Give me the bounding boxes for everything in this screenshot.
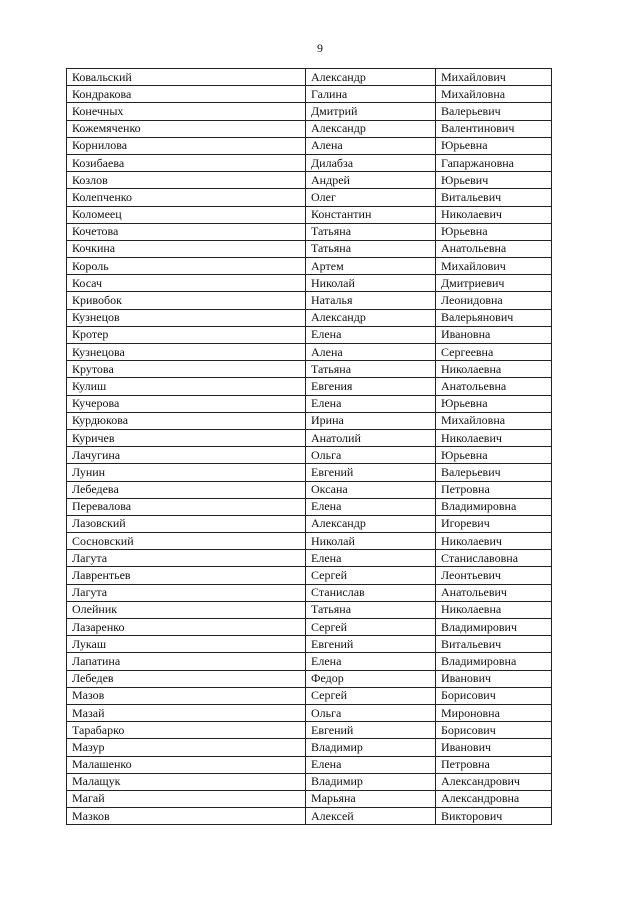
patronymic-cell: Станиславовна bbox=[436, 550, 552, 567]
patronymic-cell: Леонидовна bbox=[436, 292, 552, 309]
surname-cell: Олейник bbox=[67, 601, 306, 618]
first-name-cell: Артем bbox=[306, 258, 436, 275]
first-name-cell: Ольга bbox=[306, 447, 436, 464]
patronymic-cell: Витальевич bbox=[436, 189, 552, 206]
surname-cell: Лукаш bbox=[67, 636, 306, 653]
patronymic-cell: Николаевна bbox=[436, 601, 552, 618]
patronymic-cell: Юрьевна bbox=[436, 137, 552, 154]
first-name-cell: Александр bbox=[306, 69, 436, 86]
table-row bbox=[67, 326, 552, 343]
surname-cell: Коломеец bbox=[67, 206, 306, 223]
table-row bbox=[67, 154, 552, 171]
surname-cell: Кондракова bbox=[67, 86, 306, 103]
patronymic-cell: Юрьевич bbox=[436, 172, 552, 189]
surname-cell: Кучерова bbox=[67, 395, 306, 412]
table-row bbox=[67, 258, 552, 275]
first-name-cell: Галина bbox=[306, 86, 436, 103]
patronymic-cell: Ивановна bbox=[436, 326, 552, 343]
table-row bbox=[67, 773, 552, 790]
first-name-cell: Евгений bbox=[306, 636, 436, 653]
first-name-cell: Татьяна bbox=[306, 240, 436, 257]
names-table bbox=[66, 68, 552, 825]
patronymic-cell: Валерьянович bbox=[436, 309, 552, 326]
surname-cell: Король bbox=[67, 258, 306, 275]
table-row bbox=[67, 481, 552, 498]
first-name-cell: Евгений bbox=[306, 464, 436, 481]
table-row bbox=[67, 309, 552, 326]
names-table-body bbox=[67, 69, 552, 825]
table-row bbox=[67, 103, 552, 120]
surname-cell: Перевалова bbox=[67, 498, 306, 515]
table-row bbox=[67, 206, 552, 223]
surname-cell: Лагута bbox=[67, 550, 306, 567]
surname-cell: Лебедев bbox=[67, 670, 306, 687]
table-row bbox=[67, 584, 552, 601]
table-row bbox=[67, 670, 552, 687]
table-row bbox=[67, 636, 552, 653]
table-row bbox=[67, 189, 552, 206]
patronymic-cell: Николаевич bbox=[436, 533, 552, 550]
first-name-cell: Федор bbox=[306, 670, 436, 687]
first-name-cell: Марьяна bbox=[306, 790, 436, 807]
surname-cell: Лагута bbox=[67, 584, 306, 601]
surname-cell: Лапатина bbox=[67, 653, 306, 670]
patronymic-cell: Анатольевич bbox=[436, 584, 552, 601]
first-name-cell: Олег bbox=[306, 189, 436, 206]
patronymic-cell: Иванович bbox=[436, 739, 552, 756]
first-name-cell: Наталья bbox=[306, 292, 436, 309]
surname-cell: Куричев bbox=[67, 429, 306, 446]
surname-cell: Лазовский bbox=[67, 515, 306, 532]
surname-cell: Магай bbox=[67, 790, 306, 807]
table-row bbox=[67, 86, 552, 103]
first-name-cell: Станислав bbox=[306, 584, 436, 601]
patronymic-cell: Михайловна bbox=[436, 86, 552, 103]
surname-cell: Ковальский bbox=[67, 69, 306, 86]
patronymic-cell: Юрьевна bbox=[436, 447, 552, 464]
table-row bbox=[67, 790, 552, 807]
first-name-cell: Сергей bbox=[306, 687, 436, 704]
table-row bbox=[67, 69, 552, 86]
patronymic-cell: Михайлович bbox=[436, 69, 552, 86]
patronymic-cell: Владимировна bbox=[436, 498, 552, 515]
patronymic-cell: Анатольевна bbox=[436, 240, 552, 257]
patronymic-cell: Сергеевна bbox=[436, 344, 552, 361]
surname-cell: Косач bbox=[67, 275, 306, 292]
surname-cell: Лазаренко bbox=[67, 619, 306, 636]
first-name-cell: Елена bbox=[306, 756, 436, 773]
first-name-cell: Николай bbox=[306, 533, 436, 550]
surname-cell: Мазай bbox=[67, 704, 306, 721]
first-name-cell: Алексей bbox=[306, 808, 436, 825]
first-name-cell: Анатолий bbox=[306, 429, 436, 446]
table-row bbox=[67, 361, 552, 378]
first-name-cell: Елена bbox=[306, 550, 436, 567]
table-row bbox=[67, 395, 552, 412]
table-row bbox=[67, 412, 552, 429]
patronymic-cell: Михайлович bbox=[436, 258, 552, 275]
surname-cell: Мазур bbox=[67, 739, 306, 756]
patronymic-cell: Николаевич bbox=[436, 206, 552, 223]
table-row bbox=[67, 722, 552, 739]
table-row bbox=[67, 567, 552, 584]
surname-cell: Козибаева bbox=[67, 154, 306, 171]
first-name-cell: Елена bbox=[306, 498, 436, 515]
patronymic-cell: Витальевич bbox=[436, 636, 552, 653]
table-row bbox=[67, 601, 552, 618]
surname-cell: Лаврентьев bbox=[67, 567, 306, 584]
patronymic-cell: Николаевна bbox=[436, 361, 552, 378]
surname-cell: Сосновский bbox=[67, 533, 306, 550]
patronymic-cell: Юрьевна bbox=[436, 395, 552, 412]
table-row bbox=[67, 378, 552, 395]
first-name-cell: Сергей bbox=[306, 619, 436, 636]
surname-cell: Кузнецова bbox=[67, 344, 306, 361]
first-name-cell: Николай bbox=[306, 275, 436, 292]
table-row bbox=[67, 275, 552, 292]
surname-cell: Кожемяченко bbox=[67, 120, 306, 137]
first-name-cell: Ирина bbox=[306, 412, 436, 429]
table-row bbox=[67, 808, 552, 825]
surname-cell: Тарабарко bbox=[67, 722, 306, 739]
table-row bbox=[67, 429, 552, 446]
table-row bbox=[67, 619, 552, 636]
first-name-cell: Татьяна bbox=[306, 223, 436, 240]
patronymic-cell: Гапаржановна bbox=[436, 154, 552, 171]
surname-cell: Малащук bbox=[67, 773, 306, 790]
table-row bbox=[67, 498, 552, 515]
surname-cell: Конечных bbox=[67, 103, 306, 120]
table-row bbox=[67, 653, 552, 670]
surname-cell: Лачугина bbox=[67, 447, 306, 464]
patronymic-cell: Иванович bbox=[436, 670, 552, 687]
first-name-cell: Евгений bbox=[306, 722, 436, 739]
first-name-cell: Андрей bbox=[306, 172, 436, 189]
first-name-cell: Константин bbox=[306, 206, 436, 223]
patronymic-cell: Владимировна bbox=[436, 653, 552, 670]
surname-cell: Лунин bbox=[67, 464, 306, 481]
patronymic-cell: Дмитриевич bbox=[436, 275, 552, 292]
surname-cell: Колепченко bbox=[67, 189, 306, 206]
table-row bbox=[67, 240, 552, 257]
surname-cell: Козлов bbox=[67, 172, 306, 189]
first-name-cell: Ольга bbox=[306, 704, 436, 721]
table-row bbox=[67, 120, 552, 137]
first-name-cell: Татьяна bbox=[306, 601, 436, 618]
first-name-cell: Дилабза bbox=[306, 154, 436, 171]
surname-cell: Мазов bbox=[67, 687, 306, 704]
patronymic-cell: Александровна bbox=[436, 790, 552, 807]
patronymic-cell: Борисович bbox=[436, 687, 552, 704]
patronymic-cell: Мироновна bbox=[436, 704, 552, 721]
patronymic-cell: Викторович bbox=[436, 808, 552, 825]
table-row bbox=[67, 223, 552, 240]
surname-cell: Лебедева bbox=[67, 481, 306, 498]
patronymic-cell: Борисович bbox=[436, 722, 552, 739]
surname-cell: Курдюкова bbox=[67, 412, 306, 429]
table-row bbox=[67, 515, 552, 532]
first-name-cell: Алена bbox=[306, 137, 436, 154]
surname-cell: Корнилова bbox=[67, 137, 306, 154]
patronymic-cell: Леонтьевич bbox=[436, 567, 552, 584]
table-row bbox=[67, 292, 552, 309]
page-number: 9 bbox=[317, 41, 323, 55]
patronymic-cell: Валентинович bbox=[436, 120, 552, 137]
first-name-cell: Елена bbox=[306, 326, 436, 343]
first-name-cell: Владимир bbox=[306, 773, 436, 790]
table-row bbox=[67, 464, 552, 481]
patronymic-cell: Николаевич bbox=[436, 429, 552, 446]
table-row bbox=[67, 447, 552, 464]
surname-cell: Кочетова bbox=[67, 223, 306, 240]
patronymic-cell: Игоревич bbox=[436, 515, 552, 532]
surname-cell: Мазков bbox=[67, 808, 306, 825]
first-name-cell: Елена bbox=[306, 395, 436, 412]
surname-cell: Крутова bbox=[67, 361, 306, 378]
surname-cell: Кривобок bbox=[67, 292, 306, 309]
patronymic-cell: Валерьевич bbox=[436, 103, 552, 120]
table-row bbox=[67, 172, 552, 189]
first-name-cell: Елена bbox=[306, 653, 436, 670]
table-row bbox=[67, 550, 552, 567]
table-row bbox=[67, 739, 552, 756]
first-name-cell: Алена bbox=[306, 344, 436, 361]
patronymic-cell: Юрьевна bbox=[436, 223, 552, 240]
first-name-cell: Александр bbox=[306, 309, 436, 326]
table-row bbox=[67, 756, 552, 773]
table-row bbox=[67, 533, 552, 550]
patronymic-cell: Петровна bbox=[436, 481, 552, 498]
surname-cell: Малашенко bbox=[67, 756, 306, 773]
patronymic-cell: Валерьевич bbox=[436, 464, 552, 481]
patronymic-cell: Александрович bbox=[436, 773, 552, 790]
surname-cell: Кузнецов bbox=[67, 309, 306, 326]
patronymic-cell: Михайловна bbox=[436, 412, 552, 429]
first-name-cell: Александр bbox=[306, 515, 436, 532]
surname-cell: Кротер bbox=[67, 326, 306, 343]
table-row bbox=[67, 344, 552, 361]
patronymic-cell: Петровна bbox=[436, 756, 552, 773]
surname-cell: Кочкина bbox=[67, 240, 306, 257]
first-name-cell: Евгения bbox=[306, 378, 436, 395]
table-row bbox=[67, 687, 552, 704]
table-row bbox=[67, 137, 552, 154]
first-name-cell: Владимир bbox=[306, 739, 436, 756]
patronymic-cell: Анатольевна bbox=[436, 378, 552, 395]
first-name-cell: Сергей bbox=[306, 567, 436, 584]
patronymic-cell: Владимирович bbox=[436, 619, 552, 636]
surname-cell: Кулиш bbox=[67, 378, 306, 395]
first-name-cell: Александр bbox=[306, 120, 436, 137]
first-name-cell: Оксана bbox=[306, 481, 436, 498]
table-row bbox=[67, 704, 552, 721]
first-name-cell: Татьяна bbox=[306, 361, 436, 378]
first-name-cell: Дмитрий bbox=[306, 103, 436, 120]
